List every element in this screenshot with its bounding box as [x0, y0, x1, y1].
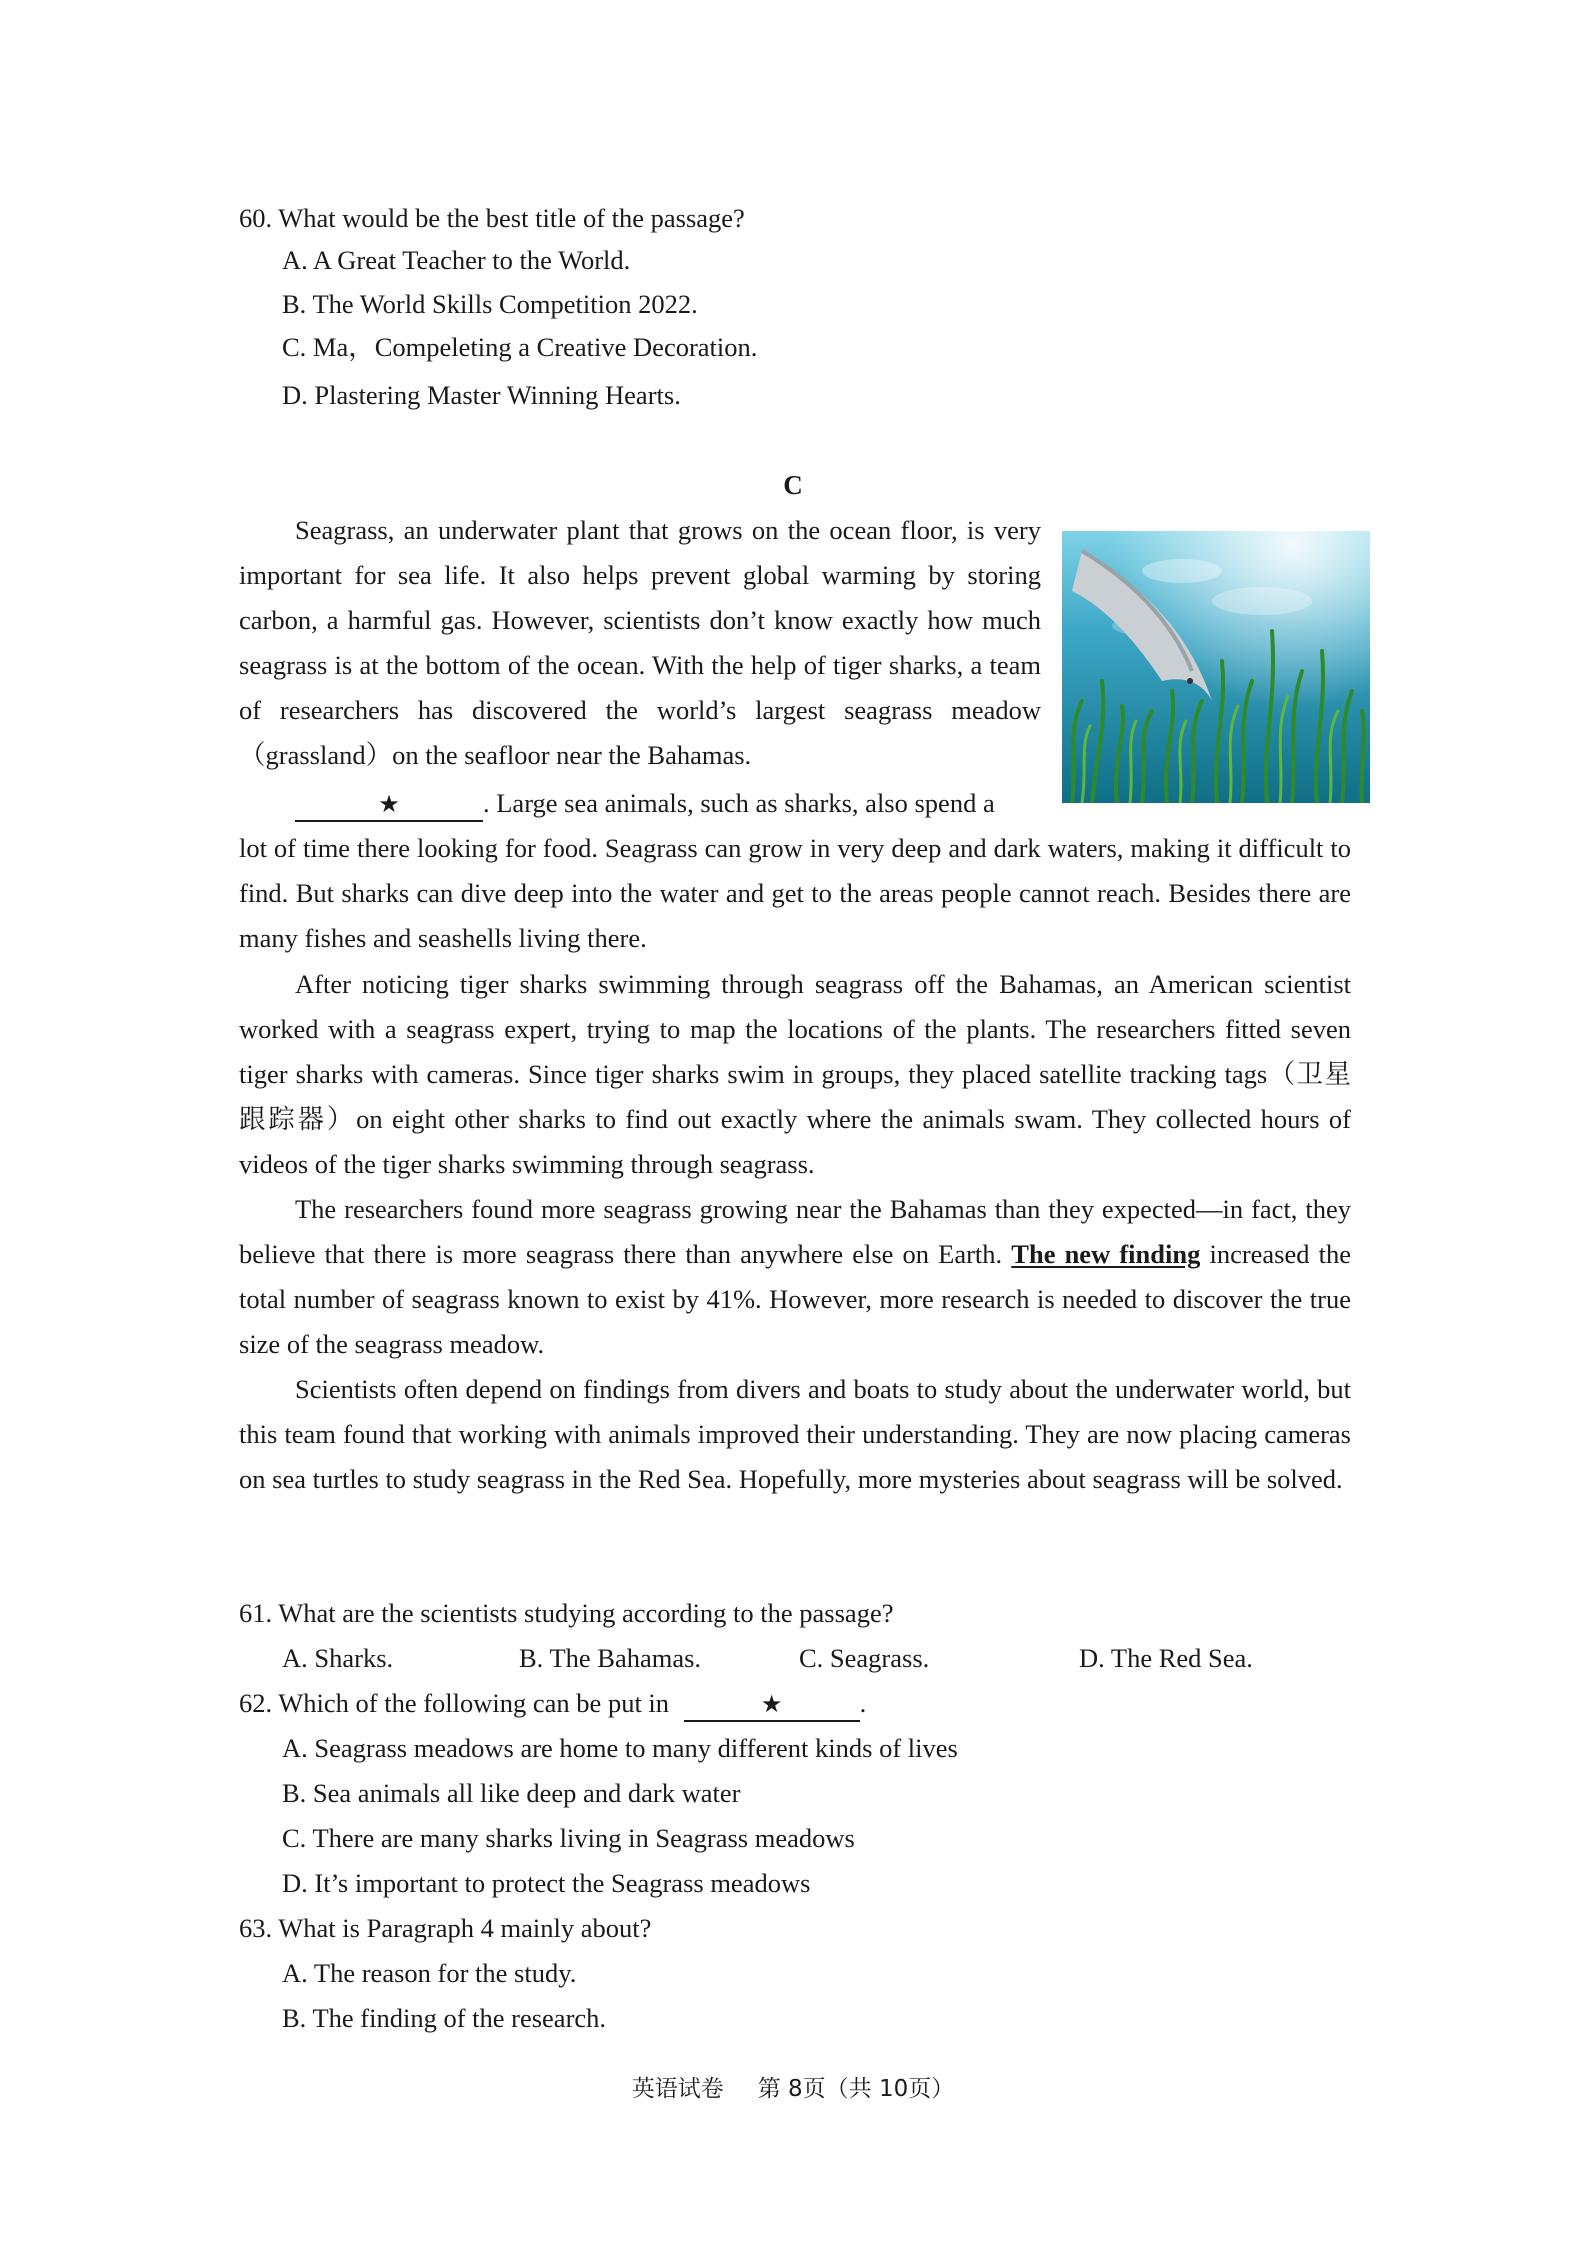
- q60-option-a[interactable]: A. A Great Teacher to the World.: [282, 245, 631, 275]
- q62-option-c[interactable]: C. There are many sharks living in Seagrass meadows: [282, 1823, 855, 1853]
- q60-option-d[interactable]: D. Plastering Master Winning Hearts.: [282, 380, 681, 410]
- paragraph-2-lead: . Large sea animals, such as sharks, also spend a: [483, 788, 995, 818]
- q61-stem: 61. What are the scientists studying according to the passage?: [239, 1598, 894, 1628]
- passage-paragraph-2-first-line: [239, 781, 1041, 826]
- answer-blank: [295, 788, 483, 822]
- q61-option-c[interactable]: C. Seagrass.: [799, 1643, 930, 1673]
- star-icon: ★: [760, 1692, 783, 1718]
- footer-page-number: 第 8页（共 10页）: [757, 2076, 955, 2102]
- q63-option-b[interactable]: B. The finding of the research.: [282, 2003, 607, 2033]
- page-footer: [0, 2074, 1586, 2104]
- q62-stem-end: .: [859, 1688, 867, 1718]
- q61-option-b[interactable]: B. The Bahamas.: [519, 1643, 702, 1673]
- q60-stem: 60. What would be the best title of the passage?: [239, 203, 745, 233]
- q62-option-b[interactable]: B. Sea animals all like deep and dark water: [282, 1778, 741, 1808]
- q62-blank: [684, 1688, 860, 1722]
- q63-stem: 63. What is Paragraph 4 mainly about?: [239, 1913, 652, 1943]
- passage-paragraph-2: lot of time there looking for food. Seagrass can grow in very deep and dark waters, making it difficult to find. But sharks can dive deep into the water and get to the areas people cannot reach. Besides there are many fishes and seashells living there.: [239, 833, 1351, 953]
- star-icon: ★: [378, 792, 400, 818]
- q60-option-c[interactable]: C. Ma，Compeleting a Creative Decoration.: [282, 332, 758, 362]
- q62-option-a[interactable]: A. Seagrass meadows are home to many different kinds of lives: [282, 1733, 958, 1763]
- q61-option-a[interactable]: A. Sharks.: [282, 1643, 394, 1673]
- q62-option-d[interactable]: D. It’s important to protect the Seagrass meadows: [282, 1868, 811, 1898]
- paragraph-4-text-a: The researchers found more seagrass growing near the Bahamas than they expected—in fact, they believe that there is more seagrass there than anywhere else on Earth.: [239, 1194, 1351, 1269]
- section-heading: C: [783, 470, 803, 500]
- key-phrase: The new finding: [1011, 1239, 1201, 1269]
- q63-option-a[interactable]: A. The reason for the study.: [282, 1958, 577, 1988]
- q62-stem: [239, 1686, 866, 1722]
- q62-stem-text: 62. Which of the following can be put in: [239, 1688, 670, 1718]
- passage-paragraph-4: [239, 1187, 1351, 1367]
- shark-seagrass-photo-icon: [1062, 531, 1370, 803]
- footer-subject: 英语试卷: [631, 2076, 724, 2102]
- passage-paragraph-1: Seagrass, an underwater plant that grows on the ocean floor, is very important for sea life. It also helps prevent global warming by storing carbon, a harmful gas. However, scientists don’t know exactly how much seagrass is at the bottom of the ocean. With the help of tiger sharks, a team of researchers has discovered the world’s largest seagrass meadow（grassland）on the seafloor near the Bahamas.: [239, 515, 1041, 770]
- passage-paragraph-3: After noticing tiger sharks swimming through seagrass off the Bahamas, an American scientist worked with a seagrass expert, trying to map the locations of the plants. The researchers fitted seven tiger sharks with cameras. Since tiger sharks swim in groups, they placed satellite tracking tags（卫星跟踪器）on eight other sharks to find out exactly where the animals swam. They collected hours of videos of the tiger sharks swimming through seagrass.: [239, 969, 1351, 1179]
- q61-option-d[interactable]: D. The Red Sea.: [1079, 1643, 1253, 1673]
- passage-paragraph-5: Scientists often depend on findings from divers and boats to study about the underwater world, but this team found that working with animals improved their understanding. They are now placing cameras on sea turtles to study seagrass in the Red Sea. Hopefully, more mysteries about seagrass will be solved.: [239, 1374, 1351, 1494]
- paragraph-4-text-b: increased the total number of seagrass known to exist by 41%. However, more research is needed to discover the true size of the seagrass meadow.: [239, 1239, 1351, 1359]
- q60-option-b[interactable]: B. The World Skills Competition 2022.: [282, 289, 698, 319]
